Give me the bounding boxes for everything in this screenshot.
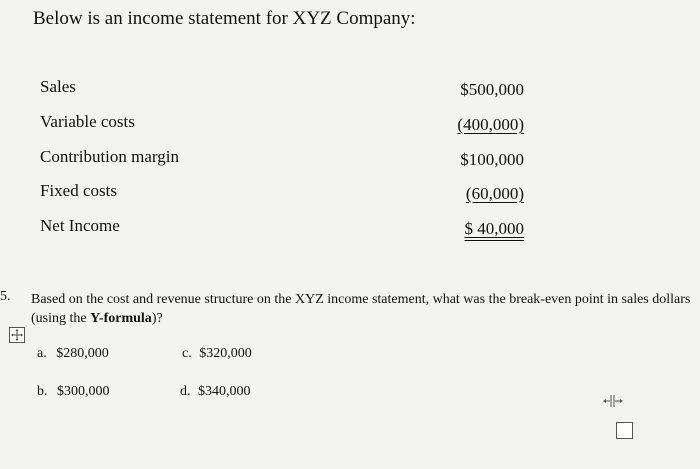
sales-label: Sales [40,77,76,96]
variable-costs-value: (400,000) [457,115,524,134]
fixed-costs-label: Fixed costs [40,181,117,200]
option-a-letter: a. [37,346,47,361]
question-number: 5. [0,289,11,304]
option-c-letter: c. [182,346,192,361]
variable-costs-label: Variable costs [40,112,135,131]
option-d[interactable] [180,384,251,400]
move-handle-icon[interactable] [9,327,25,343]
net-income-label: Net Income [40,216,120,235]
option-a-value: $280,000 [56,346,109,361]
sales-value: $500,000 [460,80,524,99]
contribution-margin-label: Contribution margin [40,147,179,166]
option-a[interactable] [37,346,109,362]
fixed-costs-value: (60,000) [465,184,524,203]
resize-handle-icon[interactable] [602,393,624,409]
net-income-value: $ 40,000 [464,219,524,238]
option-d-value: $340,000 [198,384,251,399]
question-text-start: Based on the cost and revenue structure on the XYZ income statement, what was the break-even point in sales dollars (using the [31,292,691,326]
option-b-letter: b. [37,384,48,399]
question-text [31,290,691,328]
option-c-value: $320,000 [199,346,252,361]
option-d-letter: d. [180,384,191,399]
intro-text: Below is an income statement for XYZ Company: [33,8,416,29]
option-b-value: $300,000 [57,384,110,399]
checkbox-icon[interactable] [616,422,633,439]
option-b[interactable] [37,384,110,400]
contribution-margin-value: $100,000 [460,150,524,169]
option-c[interactable] [182,346,252,362]
question-formula: Y-formula [90,311,152,326]
question-text-end: )? [151,311,163,326]
